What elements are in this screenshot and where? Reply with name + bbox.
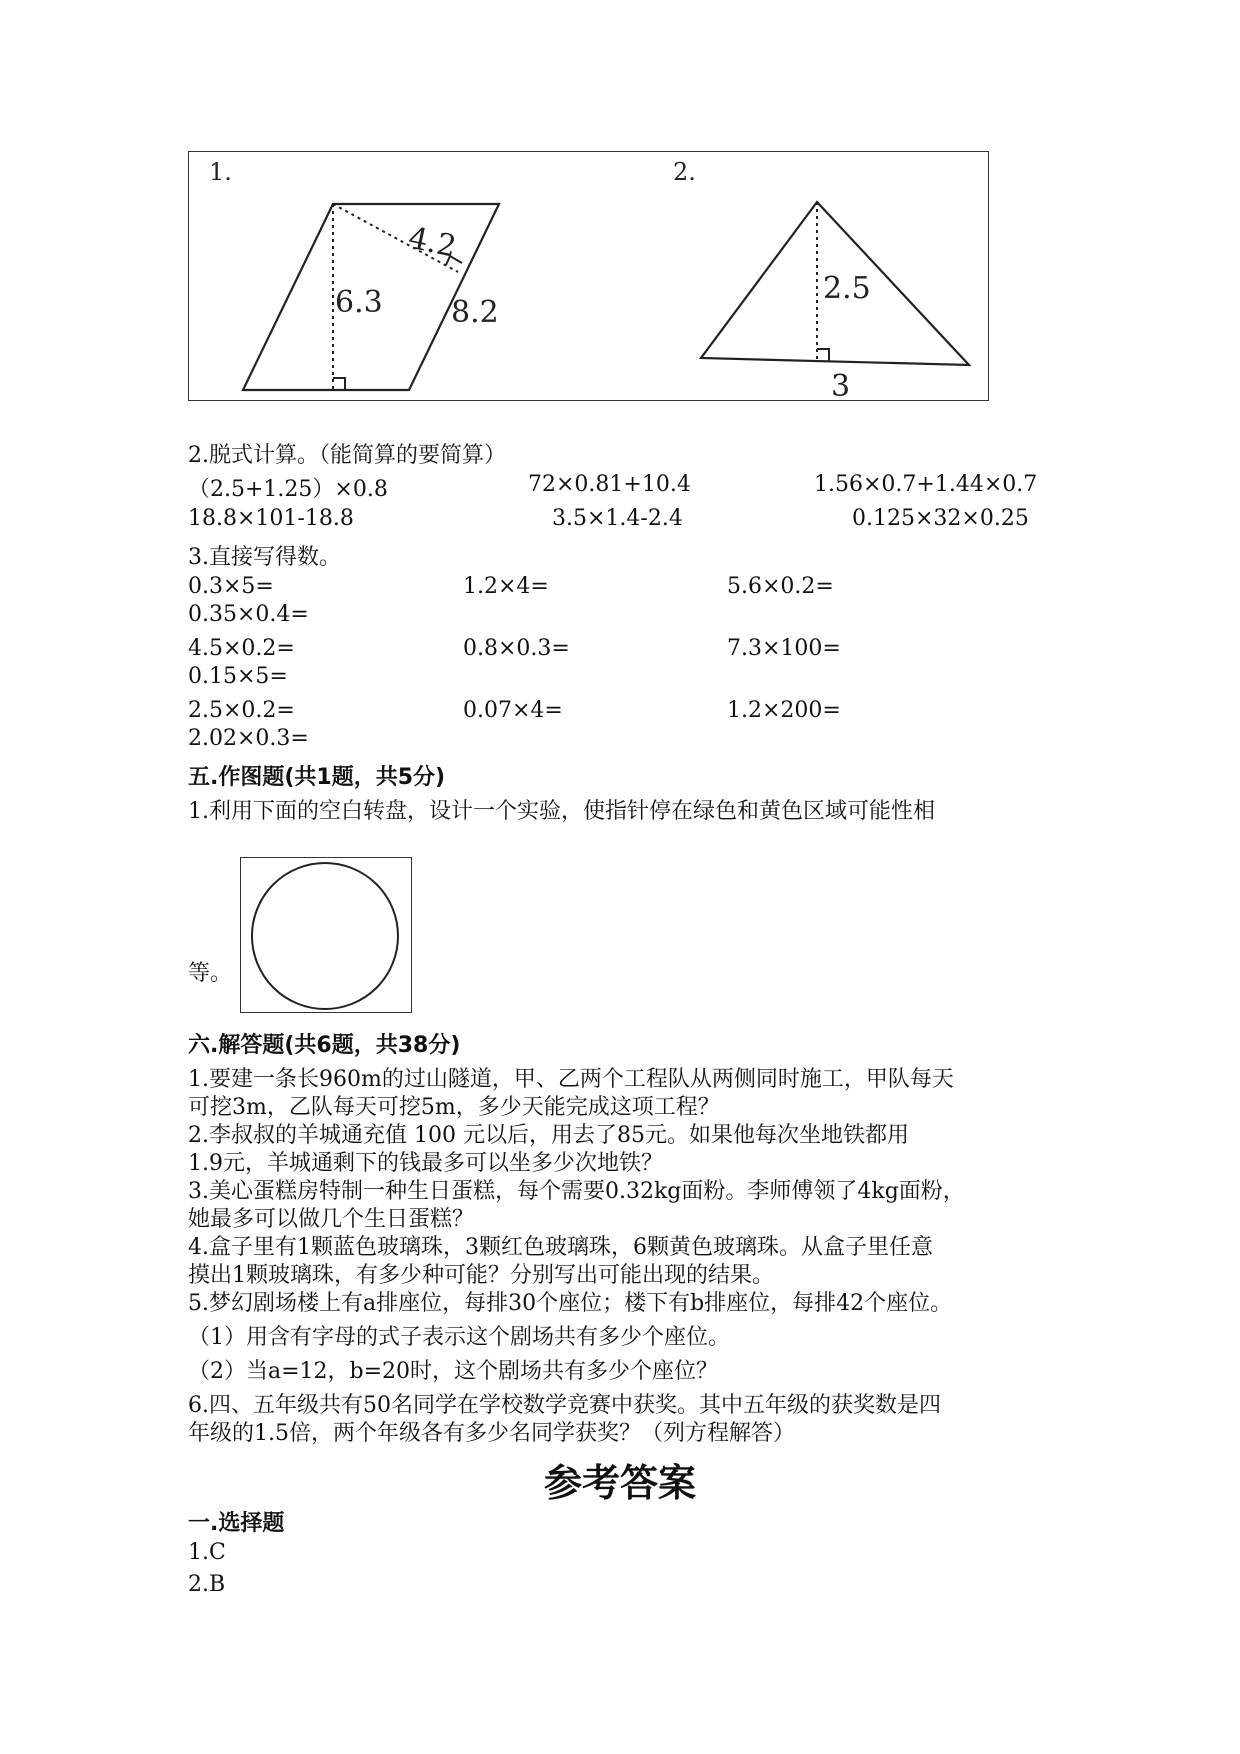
oral-2-4: 0.15×5= (188, 664, 288, 689)
part6-line-6: 她最多可以做几个生日蛋糕？ (188, 1207, 475, 1232)
calc-1-2: 72×0.81+10.4 (528, 472, 691, 497)
part6-line-12: 6.四、五年级共有50名同学在学校数学竞赛中获奖。其中五年级的获奖数是四 (188, 1393, 941, 1418)
oral-1-3: 5.6×0.2= (727, 574, 834, 599)
blank-spinner-svg (241, 858, 413, 1014)
answers-section1-heading: 一.选择题 (188, 1511, 285, 1536)
part6-line-7: 4.盒子里有1颗蓝色玻璃珠，3颗红色玻璃珠，6颗黄色玻璃珠。从盒子里任意 (188, 1235, 933, 1260)
right-angle-mark-3 (817, 349, 829, 361)
oral-2-2: 0.8×0.3= (463, 636, 570, 661)
part6-heading: 六.解答题(共6题，共38分) (188, 1033, 461, 1058)
figure-2-label: 2. (673, 158, 696, 186)
answer-item-1: 1.C (188, 1540, 226, 1565)
answer-item-2: 2.B (188, 1572, 226, 1597)
part6-line-1: 1.要建一条长960m的过山隧道，甲、乙两个工程队从两侧同时施工，甲队每天 (188, 1067, 954, 1092)
oral-3-2: 0.07×4= (463, 698, 563, 723)
oral-3-4: 2.02×0.3= (188, 726, 309, 751)
part6-line-5: 3.美心蛋糕房特制一种生日蛋糕，每个需要0.32kg面粉。李师傅领了4kg面粉， (188, 1179, 965, 1204)
section3-heading: 3.直接写得数。 (188, 545, 341, 570)
oral-1-1: 0.3×5= (188, 574, 274, 599)
calc-1-1: （2.5+1.25）×0.8 (188, 477, 388, 502)
figures-svg (189, 152, 990, 402)
oral-3-1: 2.5×0.2= (188, 698, 295, 723)
part6-line-9: 5.梦幻剧场楼上有a排座位，每排30个座位；楼下有b排座位，每排42个座位。 (188, 1291, 953, 1316)
oral-1-2: 1.2×4= (463, 574, 549, 599)
part6-line-3: 2.李叔叔的羊城通充值 100 元以后，用去了85元。如果他每次坐地铁都用 (188, 1123, 909, 1148)
oral-3-3: 1.2×200= (727, 698, 841, 723)
geometry-figures (188, 151, 989, 401)
oral-2-3: 7.3×100= (727, 636, 841, 661)
part5-q1-line1: 1.利用下面的空白转盘，设计一个实验，使指针停在绿色和黄色区域可能性相 (188, 799, 935, 824)
dim-2-5-label: 2.5 (823, 271, 871, 306)
part5-q1-line2: 等。 (188, 961, 233, 986)
blank-spinner-circle (252, 863, 398, 1009)
part6-line-10: （1）用含有字母的式子表示这个剧场共有多少个座位。 (188, 1325, 730, 1350)
dim-8-2-label: 8.2 (451, 295, 499, 330)
right-angle-mark-1 (333, 378, 345, 390)
oral-2-1: 4.5×0.2= (188, 636, 295, 661)
part6-line-4: 1.9元，羊城通剩下的钱最多可以坐多少次地铁？ (188, 1151, 663, 1176)
part6-line-13: 年级的1.5倍，两个年级各有多少名同学获奖？（列方程解答） (188, 1421, 795, 1446)
part6-line-2: 可挖3m，乙队每天可挖5m，多少天能完成这项工程？ (188, 1095, 720, 1120)
dim-3-label: 3 (831, 369, 851, 402)
answers-title: 参考答案 (543, 1460, 696, 1505)
calc-2-3: 0.125×32×0.25 (852, 506, 1029, 531)
figure-1-label: 1. (209, 158, 232, 186)
part5-heading: 五.作图题(共1题，共5分) (188, 765, 446, 790)
calc-1-3: 1.56×0.7+1.44×0.7 (814, 472, 1038, 497)
part6-line-8: 摸出1颗玻璃珠，有多少种可能？分别写出可能出现的结果。 (188, 1263, 774, 1288)
calc-2-2: 3.5×1.4-2.4 (552, 506, 683, 531)
blank-spinner-box (240, 857, 412, 1013)
section2-heading: 2.脱式计算。（能简算的要简算） (188, 443, 506, 468)
dim-4-2-label: 4.2 (405, 220, 460, 265)
oral-1-4: 0.35×0.4= (188, 602, 309, 627)
dim-6-3-label: 6.3 (335, 285, 383, 320)
calc-2-1: 18.8×101-18.8 (188, 506, 354, 531)
part6-line-11: （2）当a=12，b=20时，这个剧场共有多少个座位？ (188, 1359, 719, 1384)
